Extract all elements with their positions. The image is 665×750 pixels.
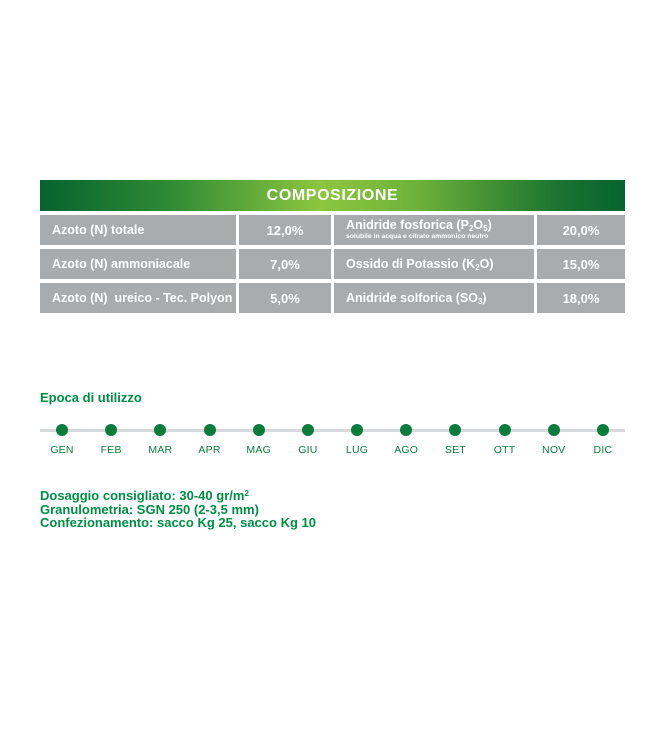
dosage-line — [40, 489, 625, 503]
usage-period-title: Epoca di utilizzo — [40, 390, 142, 405]
table-value-anidride-solforica: 18,0% — [537, 283, 625, 313]
month-dot-icon — [105, 424, 117, 436]
chemical-formula: Anidride solforica $(SO_3)$ — [346, 290, 487, 306]
packaging-line: Confezionamento: sacco Kg 25, sacco Kg 10 — [40, 515, 316, 530]
chemical-formula: Ossido di Potassio $(K_2O)$ — [346, 256, 494, 272]
composition-table — [40, 215, 625, 313]
month-label: LUG — [345, 444, 369, 456]
composition-header — [40, 180, 625, 211]
table-cell-azoto-totale: Azoto (N) totale — [40, 215, 236, 245]
usage-period-section — [40, 390, 625, 461]
month-label: SET — [444, 444, 466, 456]
timeline-month-mag — [237, 419, 281, 461]
table-value-ossido-potassio: 15,0% — [537, 249, 625, 279]
granulometry-line: Granulometria: SGN 250 (2-3,5 mm) — [40, 501, 259, 517]
month-dot-icon — [253, 424, 265, 436]
month-label: GIU — [298, 444, 318, 456]
timeline-month-dic — [581, 419, 625, 461]
month-dot-icon — [302, 424, 314, 436]
month-dot-icon — [56, 424, 68, 436]
timeline-month-lug — [335, 419, 379, 461]
table-value-azoto-ureico: 5,0% — [239, 283, 331, 313]
timeline-month-ott — [483, 419, 527, 461]
composition-section — [40, 180, 625, 313]
month-dot-icon — [351, 424, 363, 436]
chemical-formula: Anidride fosforica $(P_2O_5)$ — [346, 218, 492, 233]
month-dot-icon — [548, 424, 560, 436]
month-dot-icon — [597, 424, 609, 436]
timeline-month-feb — [89, 419, 133, 461]
table-cell-anidride-fosforica — [334, 215, 534, 245]
month-label: GEN — [50, 444, 74, 456]
month-dot-icon — [499, 424, 511, 436]
month-dot-icon — [449, 424, 461, 436]
dosage-text: Dosaggio consigliato: 30-40 gr/m — [40, 488, 245, 503]
composition-title: COMPOSIZIONE — [266, 186, 399, 204]
table-cell-note: solubile in acqua e citrato ammonico neutro — [346, 233, 489, 240]
product-info-section — [40, 489, 625, 530]
month-label: NOV — [542, 444, 566, 456]
month-label: MAG — [246, 444, 271, 456]
month-label: AGO — [394, 444, 419, 456]
timeline-month-nov — [532, 419, 576, 461]
month-label: OTT — [493, 444, 516, 456]
month-dot-icon — [204, 424, 216, 436]
table-cell-azoto-ureico: Azoto (N) ureico - Tec. Polyon — [40, 283, 236, 313]
month-label: DIC — [593, 444, 613, 456]
timeline-month-apr — [188, 419, 232, 461]
timeline-month-ago — [384, 419, 428, 461]
table-cell-azoto-ammoniacale: Azoto (N) ammoniacale — [40, 249, 236, 279]
month-timeline — [40, 419, 625, 461]
timeline-month-giu — [286, 419, 330, 461]
month-label: APR — [198, 444, 221, 456]
timeline-month-gen — [40, 419, 84, 461]
month-dot-icon — [154, 424, 166, 436]
table-value-anidride-fosforica: 20,0% — [537, 215, 625, 245]
timeline-month-set — [433, 419, 477, 461]
timeline-month-mar — [138, 419, 182, 461]
dosage-superscript: 2 — [244, 489, 249, 498]
table-cell-anidride-solforica — [334, 283, 534, 313]
table-value-azoto-totale: 12,0% — [239, 215, 331, 245]
month-label: FEB — [100, 444, 122, 456]
month-dot-icon — [400, 424, 412, 436]
table-cell-ossido-potassio — [334, 249, 534, 279]
month-label: MAR — [148, 444, 173, 456]
table-value-azoto-ammoniacale: 7,0% — [239, 249, 331, 279]
